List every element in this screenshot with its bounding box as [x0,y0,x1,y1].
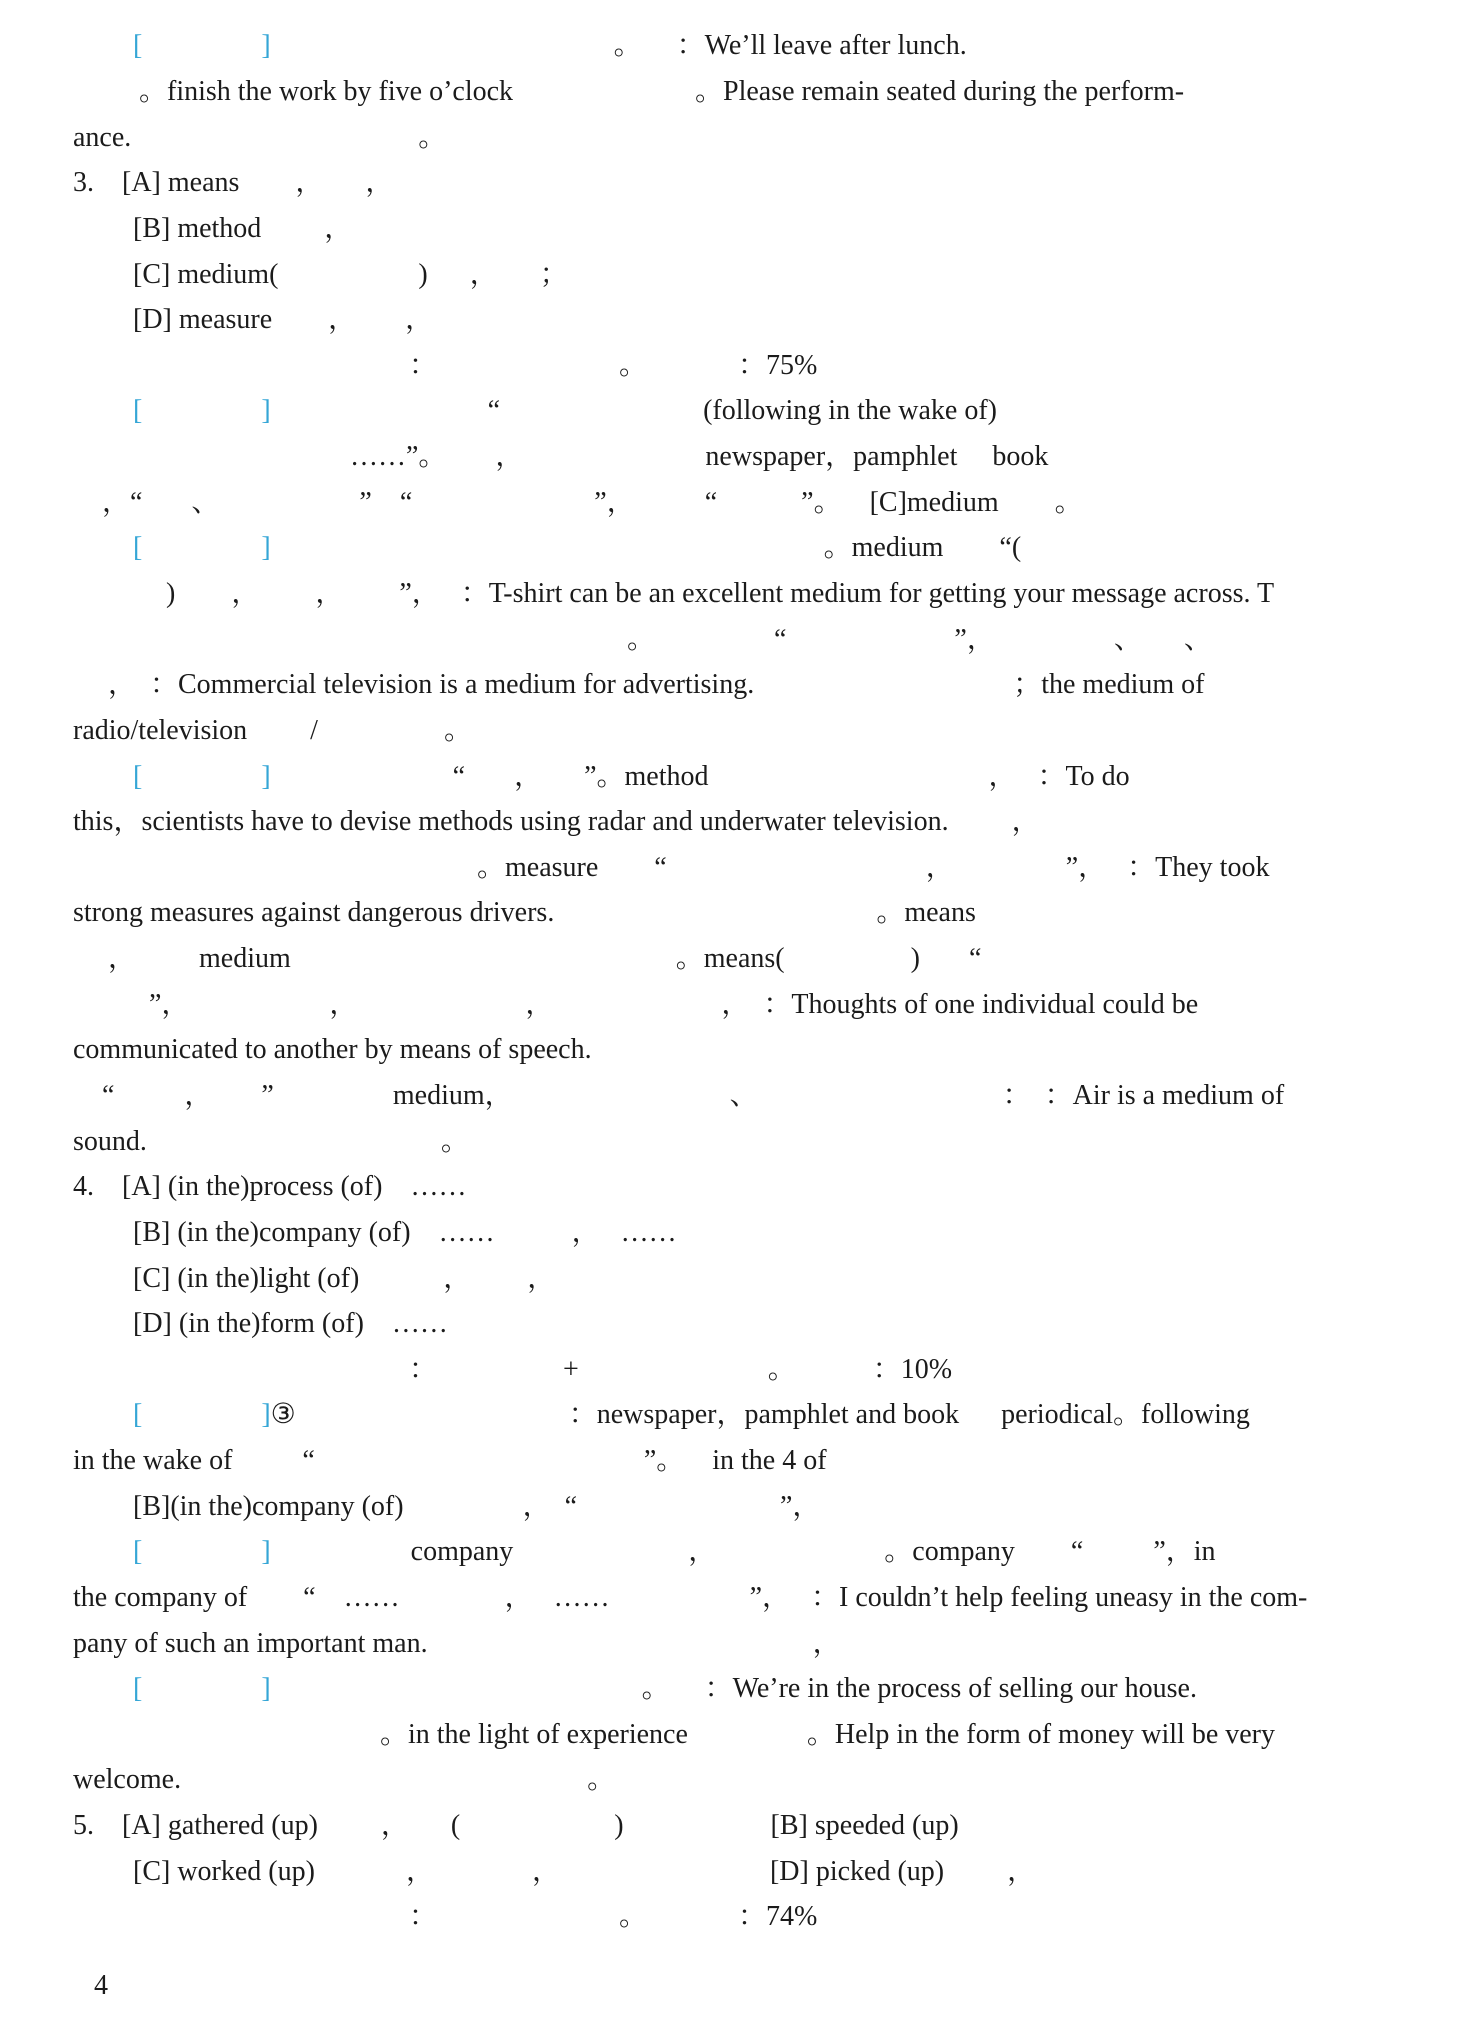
text-segment: ance. 。 [73,122,447,153]
text-line [73,893,976,933]
text-segment [142,761,261,792]
text-line [133,1213,677,1253]
bracket-marker: [ [133,532,143,563]
text-line [73,118,446,158]
bracket-marker: [ [133,1399,143,1430]
text-segment [142,1399,261,1430]
text-line [133,300,433,340]
text-line [73,1441,827,1481]
bracket-marker: ] [261,1673,271,1704]
text-segment [142,395,261,426]
text-segment: [B] method ， [133,213,353,244]
text-segment: ： 。 ：74% [409,1901,818,1932]
text-line [133,26,967,66]
text-segment: communicated to another by means of speech. [73,1034,592,1065]
text-segment: ： + 。 ：10% [409,1354,953,1385]
text-segment: 。 “ ”， 、 、 [627,624,1212,655]
text-segment: [C] (in the)light (of) ， ， [133,1263,556,1294]
text-segment: 3. [A] means ， ， [73,167,394,198]
text-segment: welcome. 。 [73,1764,616,1795]
text-segment: 4. [A] (in the)process (of) …… [73,1171,467,1202]
bracket-marker: ] [261,395,271,426]
text-segment: [C] medium( ) ， ； [133,259,568,290]
text-line [133,391,997,431]
text-segment [142,1673,261,1704]
bracket-marker: [ [133,1673,143,1704]
text-segment: 。 ：We’ll leave after lunch. [270,30,967,61]
bracket-marker: ] [261,532,271,563]
bracket-marker: [ [133,1536,143,1567]
bracket-marker: [ [133,395,143,426]
text-line [627,620,1212,660]
text-line [73,1167,466,1207]
text-segment: ) ， ， ”， ：T-shirt can be an excellent medium for getting your message across. T [166,578,1275,609]
text-segment: 。finish the work by five o’clock 。Please remain seated during the perform- [139,76,1185,107]
text-line [73,163,393,203]
text-line [133,1852,1035,1892]
text-line [108,939,981,979]
text-segment: in the wake of “ ”。 in the 4 of [73,1445,827,1476]
text-line [166,574,1274,614]
text-line [133,255,568,295]
bracket-marker: ] [261,30,271,61]
bracket-marker: ] [261,1399,271,1430]
text-segment: 。in the light of experience 。Help in the form of money will be very [380,1719,1276,1750]
text-segment: “ (following in the wake of) [270,395,998,426]
text-line [102,483,1083,523]
text-segment: ， ：Commercial television is a medium for advertising. ；the medium of [108,669,1205,700]
text-segment: ③ ：newspaper，pamphlet and book periodical。following [270,1399,1250,1430]
text-line [133,1259,555,1299]
text-segment: sound. 。 [73,1126,469,1157]
text-segment: 。 ：We’re in the process of selling our house. [270,1673,1197,1704]
text-line [350,437,1048,477]
text-line [409,1897,817,1937]
text-line [133,1532,1216,1572]
text-line [409,1350,952,1390]
text-segment: “ ， ” medium， 、 ： ：Air is a medium of [102,1080,1285,1111]
bracket-marker: ] [261,1536,271,1567]
text-segment: [C] worked (up) ， ， [D] picked (up) ， [133,1856,1036,1887]
text-line [73,1760,615,1800]
text-line [73,802,1040,842]
text-line [102,1076,1284,1116]
text-segment [142,532,261,563]
text-line [73,1122,469,1162]
text-segment: this，scientists have to devise methods using radar and underwater television. ， [73,806,1040,837]
text-line [133,1487,820,1527]
text-line [73,711,472,751]
text-segment: “ ， ”。method ， ：To do [270,761,1130,792]
text-segment: [D] (in the)form (of) …… [133,1308,448,1339]
text-segment: 。measure “ ， ”， ：They took [477,852,1270,883]
text-line [73,1624,841,1664]
text-segment: the company of “ …… ， …… ”， ：I couldn’t help feeling uneasy in the com- [73,1582,1308,1613]
text-line [73,1030,592,1070]
text-line [139,72,1184,112]
text-segment: [B] (in the)company (of) …… ， …… [133,1217,677,1248]
text-segment: strong measures against dangerous drivers. 。means [73,897,976,928]
text-line [108,665,1205,705]
bracket-marker: [ [133,30,143,61]
text-segment: company ， 。company “ ”，in [270,1536,1216,1567]
text-segment: pany of such an important man. ， [73,1628,841,1659]
text-line [477,848,1269,888]
text-segment [142,30,261,61]
text-segment: ……”。 ， newspaper，pamphlet book [350,441,1049,472]
text-segment [142,1536,261,1567]
text-line [380,1715,1275,1755]
text-segment: 。medium “( [270,532,1022,563]
text-line [73,1578,1307,1618]
text-line [409,346,817,386]
text-line [133,1304,448,1344]
text-segment: ： 。 ：75% [409,350,818,381]
text-segment: ， medium 。means( ) “ [108,943,982,974]
text-line [133,1669,1197,1709]
text-line [133,528,1021,568]
text-segment: ”， ， ， ， ：Thoughts of one individual could be [149,989,1199,1020]
text-segment: [B](in the)company (of) ， “ ”， [133,1491,821,1522]
text-segment: [D] measure ， ， [133,304,434,335]
text-line [149,985,1198,1025]
page-number: 4 [94,1970,108,2001]
text-segment: 5. [A] gathered (up) ， ( ) [B] speeded (up) [73,1810,959,1841]
bracket-marker: ] [261,761,271,792]
text-segment: ，“ 、 ” “ ”， “ ”。 [C]medium 。 [102,487,1083,518]
text-line [133,757,1130,797]
text-segment: radio/television / 。 [73,715,472,746]
text-line [73,1806,959,1846]
text-line [133,1395,1250,1435]
text-line [133,209,352,249]
bracket-marker: [ [133,761,143,792]
